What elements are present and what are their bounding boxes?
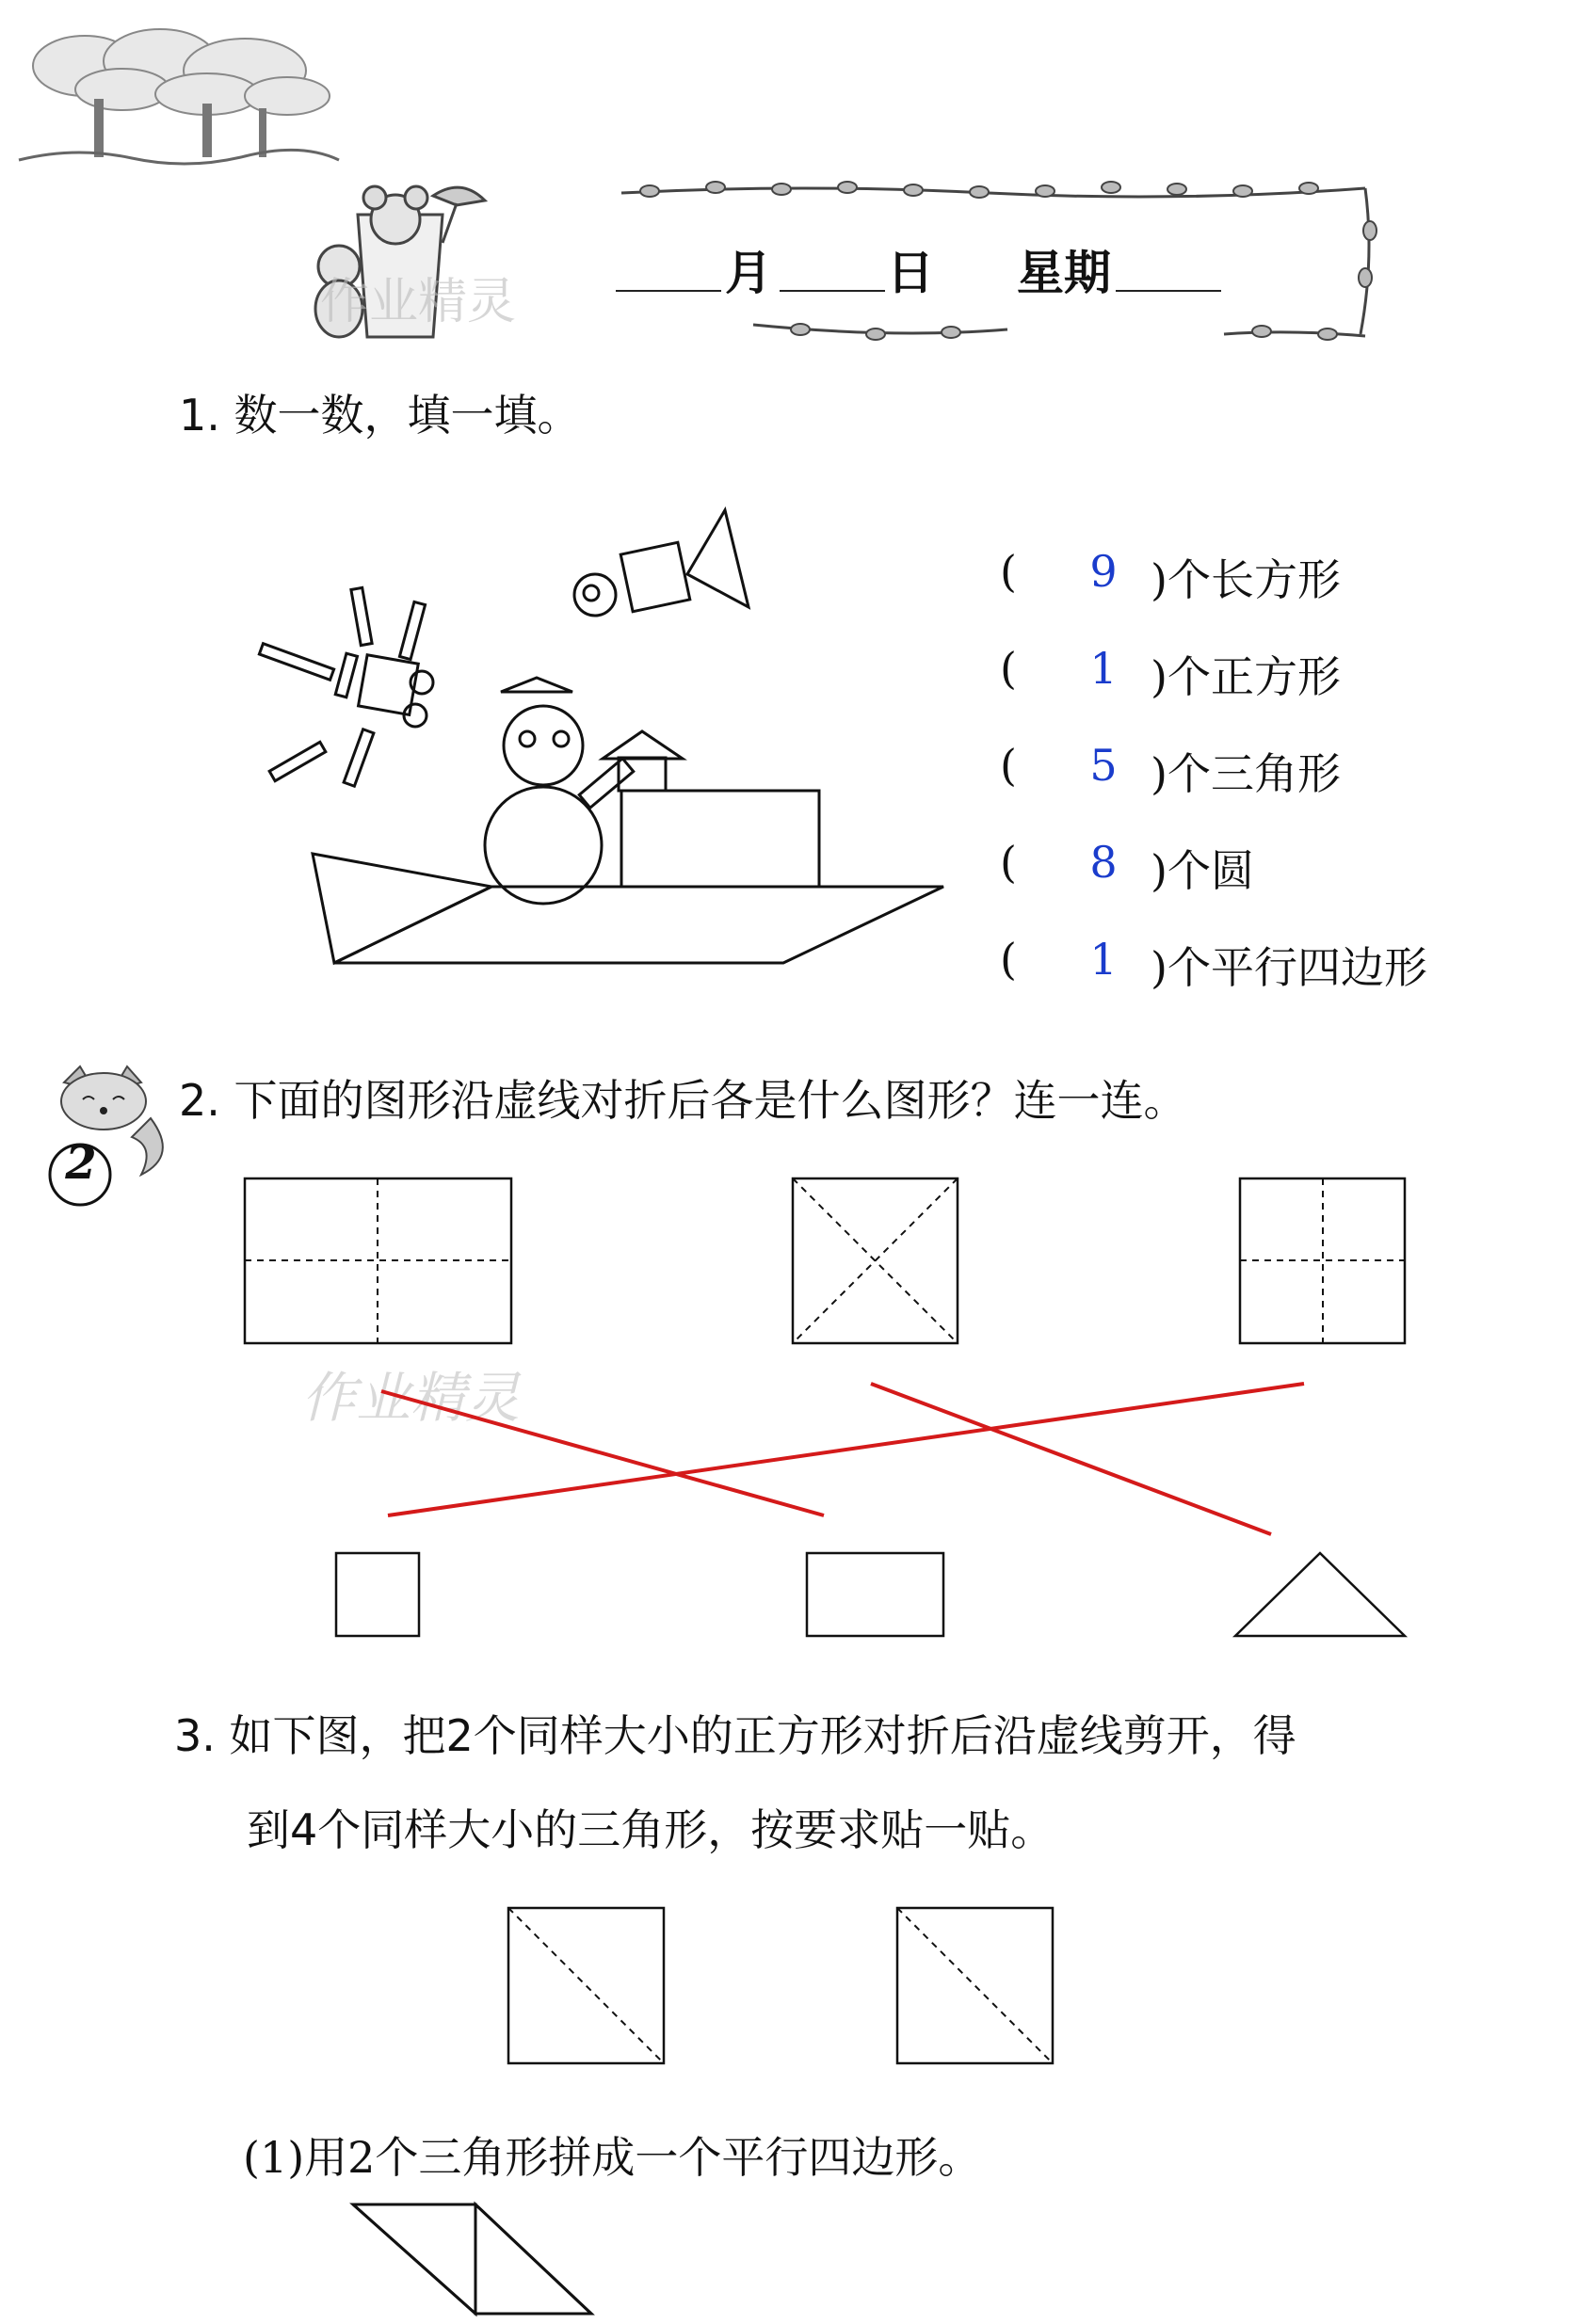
open-paren: ( xyxy=(1000,643,1017,694)
month-label: 月 xyxy=(725,246,772,300)
answer-parallelogram[interactable]: 1 xyxy=(1089,934,1118,985)
answer-circle[interactable]: 8 xyxy=(1089,837,1118,888)
watermark-text: 作业精灵 xyxy=(301,1366,521,1430)
cut-line xyxy=(897,1908,1053,2063)
open-paren: ( xyxy=(1000,740,1017,791)
q3-title-line2: 到4个同样大小的三角形，按要求贴一贴。 xyxy=(247,1804,1055,1855)
label-triangle: )个三角形 xyxy=(1151,748,1341,799)
weekday-label: 星期 xyxy=(1017,246,1111,300)
label-parallelogram: )个平行四边形 xyxy=(1151,942,1427,993)
open-paren: ( xyxy=(1000,837,1017,888)
day-label: 日 xyxy=(887,246,934,300)
cut-line xyxy=(508,1908,664,2063)
label-circle: )个圆 xyxy=(1151,845,1254,896)
label-square: )个正方形 xyxy=(1151,651,1341,702)
q3-title-line1: 3. 如下图，把2个同样大小的正方形对折后沿虚线剪开，得 xyxy=(174,1710,1296,1761)
open-paren: ( xyxy=(1000,934,1017,985)
watermark-text: 作业精灵 xyxy=(320,274,517,330)
q1-title: 1. 数一数，填一填。 xyxy=(179,390,581,441)
label-rectangle: )个长方形 xyxy=(1151,554,1341,605)
open-paren: ( xyxy=(1000,546,1017,597)
q2-title: 2. 下面的图形沿虚线对折后各是什么图形？连一连。 xyxy=(179,1075,1187,1126)
q3-sub1: (1)用2个三角形拼成一个平行四边形。 xyxy=(243,2132,982,2183)
answer-triangle[interactable]: 5 xyxy=(1089,740,1118,791)
page-number: 2 xyxy=(65,1137,97,1190)
answer-rectangle[interactable]: 9 xyxy=(1089,546,1118,597)
answer-square[interactable]: 1 xyxy=(1089,643,1118,694)
pasted-parallelogram-outline xyxy=(353,2204,591,2314)
